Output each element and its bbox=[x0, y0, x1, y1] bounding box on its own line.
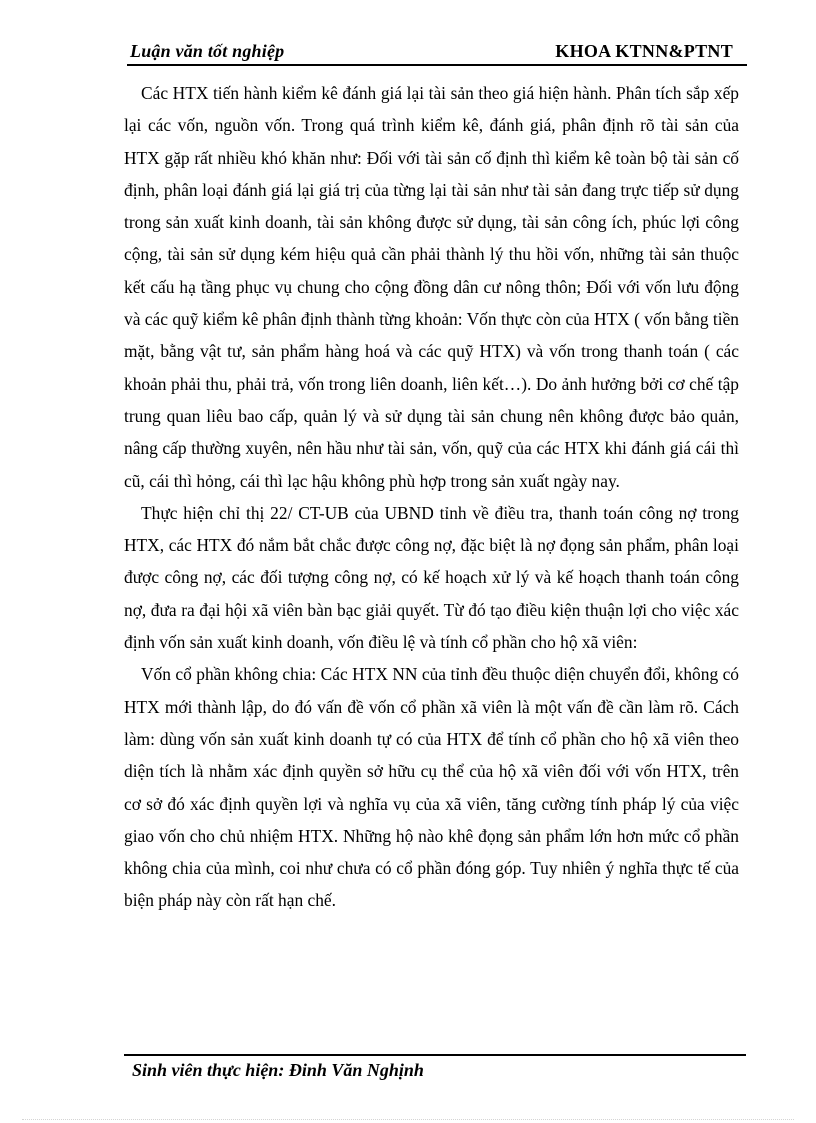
paragraph-asset-inventory: Các HTX tiến hành kiểm kê đánh giá lại tài sản theo giá hiện hành. Phân tích sắp xếp lại các vốn, nguồn vốn. Trong quá trình kiểm kê, đánh giá, phân định rõ tài sản của HTX gặp rất nhiều khó khăn như: Đối với tài sản cố định thì kiểm kê toàn bộ tài sản cố định, phân loại đánh giá lại giá trị của từng lại tài sản như tài sản đang trực tiếp sử dụng trong sản xuất kinh doanh, tài sản không được sử dụng, tài sản công ích, phúc lợi công cộng, tài sản sử dụng kém hiệu quả cần phải thành lý thu hồi vốn, những tài sản thuộc kết cấu hạ tầng phục vụ chung cho cộng đồng dân cư nông thôn; Đối với vốn lưu động và các quỹ kiểm kê phân định thành từng khoản: Vốn thực còn của HTX ( vốn bằng tiền mặt, bằng vật tư, sản phẩm hàng hoá và các quỹ HTX) và vốn trong thanh toán ( các khoản phải thu, phải trả, vốn trong liên doanh, liên kết…). Do ảnh hưởng bởi cơ chế tập trung quan liêu bao cấp, quản lý và sử dụng tài sản chung nên không được bảo quản, nâng cấp thường xuyên, nên hầu như tài sản, vốn, quỹ của các HTX khi đánh giá cái thì cũ, cái thì hỏng, cái thì lạc hậu không phù hợp trong sản xuất ngày nay. bbox=[124, 83, 739, 491]
page-header bbox=[127, 40, 747, 66]
paragraph-debt-settlement: Thực hiện chỉ thị 22/ CT-UB của UBND tỉnh về điều tra, thanh toán công nợ trong HTX, các HTX đó nắm bắt chắc được công nợ, đặc biệt là nợ đọng sản phẩm, phân loại được công nợ, các đối tượng công nợ, có kế hoạch xử lý và kế hoạch thanh toán công nợ, đưa ra đại hội xã viên bàn bạc giải quyết. Từ đó tạo điều kiện thuận lợi cho việc xác định vốn sản xuất kinh doanh, vốn điều lệ và tính cổ phần cho hộ xã viên: bbox=[124, 502, 739, 653]
page-bottom-border bbox=[22, 1119, 794, 1120]
header-thesis-label: Luận văn tốt nghiệp bbox=[130, 41, 285, 61]
paragraph-undivided-shares: Vốn cổ phần không chia: Các HTX NN của tỉnh đều thuộc diện chuyển đổi, không có HTX mới thành lập, do đó vấn đề vốn cổ phần xã viên là một vấn đề cần làm rõ. Cách làm: dùng vốn sản xuất kinh doanh tự có của HTX để tính cổ phần cho hộ xã viên theo diện tích là nhằm xác định quyền sở hữu cụ thể của hộ xã viên đối với vốn HTX, trên cơ sở đó xác định quyền lợi và nghĩa vụ của xã viên, tăng cường tính pháp lý của việc giao vốn cho chủ nhiệm HTX. Những hộ nào khê đọng sản phẩm lớn hơn mức cổ phần không chia của mình, coi như chưa có cổ phần đóng góp. Tuy nhiên ý nghĩa thực tế của biện pháp này còn rất hạn chế. bbox=[124, 664, 739, 911]
document-body bbox=[124, 77, 739, 917]
footer-author: Sinh viên thực hiện: Đinh Văn Nghịnh bbox=[132, 1060, 424, 1080]
header-faculty-label: KHOA KTNN&PTNT bbox=[555, 41, 733, 61]
page-footer bbox=[124, 1054, 746, 1081]
